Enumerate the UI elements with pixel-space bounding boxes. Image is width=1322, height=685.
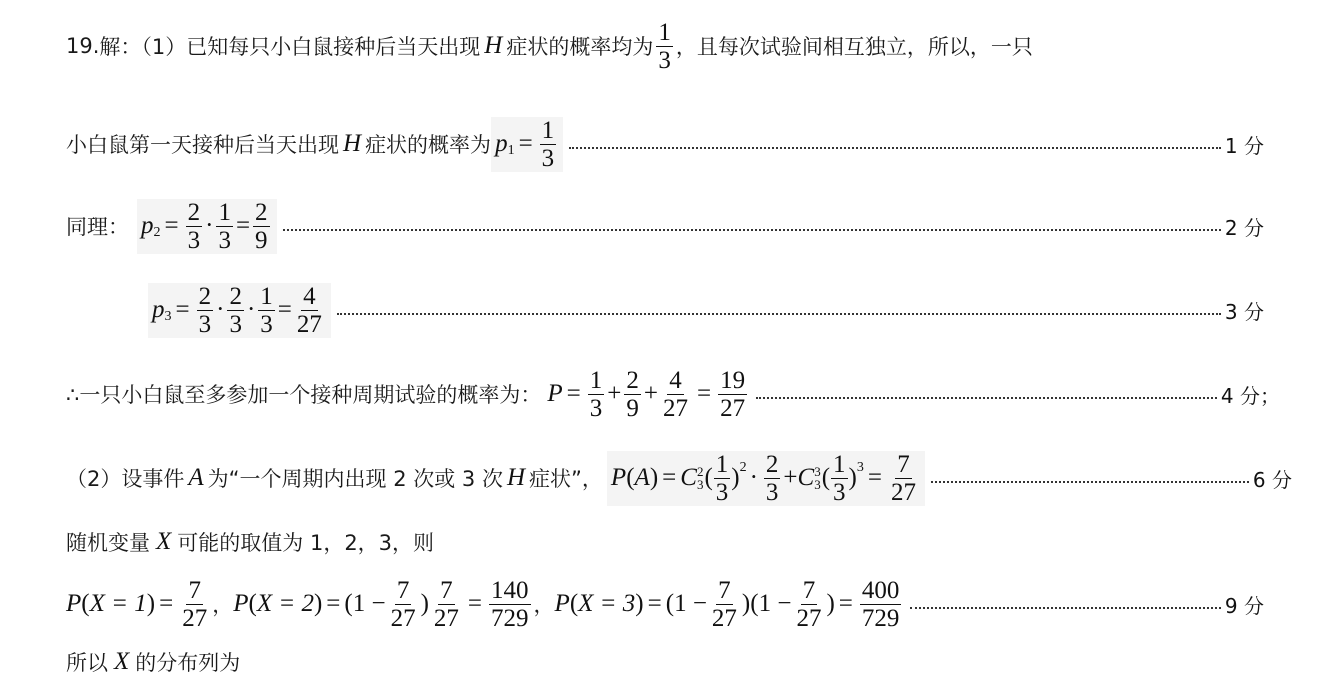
score-label: 1 分 <box>1224 133 1264 158</box>
combination-indices <box>697 465 704 491</box>
denominator: 3 <box>658 46 671 74</box>
equals-sign: = <box>566 380 581 407</box>
equals-sign: = <box>696 380 712 407</box>
fraction <box>227 283 244 338</box>
equals-sign: = <box>164 212 179 239</box>
denominator: 3 <box>187 226 201 254</box>
equals-sign: = <box>235 212 251 239</box>
dotted-leader <box>910 607 1221 609</box>
denominator: 3 <box>541 144 555 172</box>
paren: ( <box>626 464 635 491</box>
score-label: 9 分 <box>1224 593 1264 618</box>
comma: ， <box>212 593 234 617</box>
denominator: 27 <box>720 394 746 422</box>
numerator: 1 <box>715 450 729 478</box>
symbol-H: H <box>343 130 362 157</box>
total-probability-text: ∴一只小白鼠至多参加一个接种周期试验的概率为： <box>66 383 542 407</box>
p1-line <box>0 114 1322 174</box>
symbol-A: A <box>188 464 204 491</box>
combination-symbol: C <box>797 464 815 491</box>
fraction <box>216 199 233 254</box>
dot-operator: · <box>205 212 214 239</box>
fraction <box>710 577 739 632</box>
comb-top: 2 <box>696 464 704 479</box>
similarly-label: 同理： <box>66 215 129 239</box>
p1-subscript: 1 <box>507 143 515 158</box>
comb-bottom: 3 <box>814 477 821 492</box>
numerator: 4 <box>669 366 682 394</box>
fraction <box>197 283 214 338</box>
equals-sign: = <box>175 296 190 323</box>
X-equals-1: X = 1 <box>89 590 147 617</box>
fraction-result <box>295 283 324 338</box>
denominator: 3 <box>229 310 242 338</box>
score-label: 4 分； <box>1220 383 1280 408</box>
symbol-X: X <box>114 648 130 675</box>
random-variable-text: 随机变量 <box>66 531 150 555</box>
p1-formula <box>491 117 563 172</box>
p3-symbol: p <box>152 296 165 323</box>
paren: ( <box>704 464 713 491</box>
equals-sign: = <box>867 464 882 491</box>
denominator: 9 <box>626 394 639 422</box>
fraction <box>432 577 461 632</box>
P-symbol: P <box>547 380 563 407</box>
one-minus: 1 − <box>352 590 386 617</box>
random-variable-values-text: 可能的取值为 1，2，3，则 <box>177 531 435 555</box>
denominator: 27 <box>296 310 322 338</box>
dotted-leader <box>756 397 1217 399</box>
event-definition-text: 为“一个周期内出现 2 次或 3 次 <box>207 467 503 491</box>
numerator: 1 <box>589 366 603 394</box>
dotted-leader <box>337 313 1221 315</box>
fraction <box>389 577 418 632</box>
equals-sign: = <box>647 590 662 617</box>
P-symbol: P <box>233 590 249 617</box>
numerator: 7 <box>718 576 731 604</box>
denominator: 729 <box>861 604 900 632</box>
score-label: 3 分 <box>1224 299 1264 324</box>
numerator: 7 <box>802 576 816 604</box>
dot-operator: · <box>246 296 256 323</box>
denominator: 27 <box>433 604 459 632</box>
random-variable-line <box>0 514 1322 570</box>
intro-lead-text: 解：（1）已知每只小白鼠接种后当天出现 <box>99 35 481 59</box>
equals-sign: = <box>662 464 677 491</box>
numerator: 1 <box>658 18 671 46</box>
combination-indices <box>814 465 821 491</box>
symbol-H: H <box>484 32 503 59</box>
denominator: 3 <box>218 226 231 254</box>
dotted-leader <box>931 481 1249 483</box>
problem-number: 19. <box>66 34 100 58</box>
numerator: 400 <box>861 576 900 604</box>
numerator: 7 <box>897 450 910 478</box>
fraction <box>714 451 731 506</box>
denominator: 3 <box>260 310 273 338</box>
dot-operator: · <box>216 296 225 323</box>
comb-top: 3 <box>814 464 821 479</box>
equals-sign: = <box>838 590 853 617</box>
numerator: 2 <box>626 366 639 394</box>
score-label: 6 分 <box>1252 467 1292 492</box>
one-minus: 1 − <box>674 590 707 617</box>
numerator: 1 <box>260 282 273 310</box>
denominator: 27 <box>711 604 737 632</box>
dotted-leader <box>569 147 1221 149</box>
numerator: 1 <box>541 116 555 144</box>
numerator: 2 <box>765 450 779 478</box>
total-probability-line <box>0 364 1322 424</box>
solution-intro-line <box>0 16 1322 76</box>
denominator: 3 <box>765 478 779 506</box>
numerator: 2 <box>229 282 242 310</box>
numerator: 2 <box>255 198 268 226</box>
paren: ) <box>731 464 740 491</box>
X-equals-3: X = 3 <box>578 590 636 617</box>
fraction <box>624 367 641 422</box>
event-definition-tail: 症状”， <box>529 467 603 491</box>
fraction <box>180 577 209 632</box>
p2-symbol: p <box>141 212 154 239</box>
p2-subscript: 2 <box>153 225 161 240</box>
equals-sign: = <box>326 590 341 617</box>
plus-sign: + <box>643 380 658 407</box>
symbol-A: A <box>634 464 650 491</box>
fraction-one-third <box>656 19 673 74</box>
distribution-list-line <box>0 640 1322 684</box>
denominator: 3 <box>715 478 729 506</box>
comma: ， <box>533 593 555 617</box>
plus-sign: + <box>783 464 798 491</box>
dot-operator: · <box>749 464 758 491</box>
p3-subscript: 3 <box>164 309 172 324</box>
denominator: 3 <box>589 394 603 422</box>
numerator: 1 <box>833 450 846 478</box>
p3-formula <box>148 283 331 338</box>
intro-tail-text: ，且每次试验间相互独立，所以，一只 <box>675 35 1033 59</box>
numerator: 19 <box>720 366 746 394</box>
fraction-result <box>718 367 747 422</box>
exponent: 3 <box>856 460 864 475</box>
fraction <box>794 577 823 632</box>
fraction-result <box>489 577 531 632</box>
numerator: 4 <box>303 282 316 310</box>
intro-mid-text: 症状的概率均为 <box>506 35 654 59</box>
event-A-line <box>0 448 1322 508</box>
X-equals-2: X = 2 <box>256 590 314 617</box>
numerator: 2 <box>187 198 201 226</box>
numerator: 140 <box>491 576 529 604</box>
equals-sign: = <box>518 130 533 157</box>
equals-sign: = <box>467 590 483 617</box>
dotted-leader <box>283 229 1221 231</box>
plus-sign: + <box>607 380 622 407</box>
p3-line <box>0 280 1322 340</box>
one-minus: 1 − <box>758 590 792 617</box>
fraction <box>831 451 848 506</box>
p1-symbol: p <box>495 130 508 157</box>
numerator: 1 <box>218 198 231 226</box>
numerator: 7 <box>396 576 410 604</box>
p1-text-2: 症状的概率为 <box>365 133 492 157</box>
numerator: 7 <box>188 576 201 604</box>
P-symbol: P <box>66 590 82 617</box>
denominator: 27 <box>390 604 416 632</box>
p1-text: 小白鼠第一天接种后当天出现 <box>66 133 339 157</box>
P-symbol: P <box>610 464 627 491</box>
distribution-line: P ( X = 1 ) = $\frac{7}{27}$ ， P ( X = 2 ) = ( 1 − $\frac{7}{27}$ ) $\frac{7}{27}$ = $\frac{140}{729}$ ， P ( X = 3 ) = ( 1 − $\frac{7}{27}$ ) ( 1 − $\frac{7}{27}$ ) = $\frac{400}{729}$ 9 分 <box>66 576 1264 632</box>
paren: ) <box>649 464 659 491</box>
denominator: 3 <box>833 478 846 506</box>
p2-formula <box>137 199 277 254</box>
fraction <box>661 367 690 422</box>
event-A-formula <box>607 451 925 506</box>
denominator: 729 <box>491 604 529 632</box>
exponent: 2 <box>739 460 747 475</box>
score-label: 2 分 <box>1224 215 1264 240</box>
denominator: 9 <box>255 226 268 254</box>
equals-sign: = <box>277 296 292 323</box>
denominator: 27 <box>662 394 688 422</box>
fraction <box>186 199 203 254</box>
distribution-list-text: 的分布列为 <box>135 651 241 675</box>
numerator: 7 <box>440 576 453 604</box>
comb-bottom: 3 <box>696 477 704 492</box>
symbol-X: X <box>156 528 172 555</box>
denominator: 3 <box>198 310 212 338</box>
fraction <box>764 451 781 506</box>
fraction <box>258 283 275 338</box>
so-text: 所以 <box>66 651 108 675</box>
denominator: 27 <box>182 604 208 632</box>
fraction-one-third <box>540 117 557 172</box>
denominator: 27 <box>890 478 916 506</box>
symbol-H: H <box>506 464 526 491</box>
fraction-result <box>889 451 918 506</box>
numerator: 2 <box>198 282 212 310</box>
fraction <box>588 367 605 422</box>
paren: ( <box>821 464 831 491</box>
paren: ) <box>848 464 857 491</box>
fraction-result <box>860 577 902 632</box>
combination-symbol: C <box>680 464 697 491</box>
denominator: 27 <box>796 604 822 632</box>
P-symbol: P <box>554 590 570 617</box>
equals-sign: = <box>159 590 174 617</box>
fraction-result <box>253 199 270 254</box>
part2-text: （2）设事件 <box>66 467 185 491</box>
p2-line <box>0 196 1322 256</box>
